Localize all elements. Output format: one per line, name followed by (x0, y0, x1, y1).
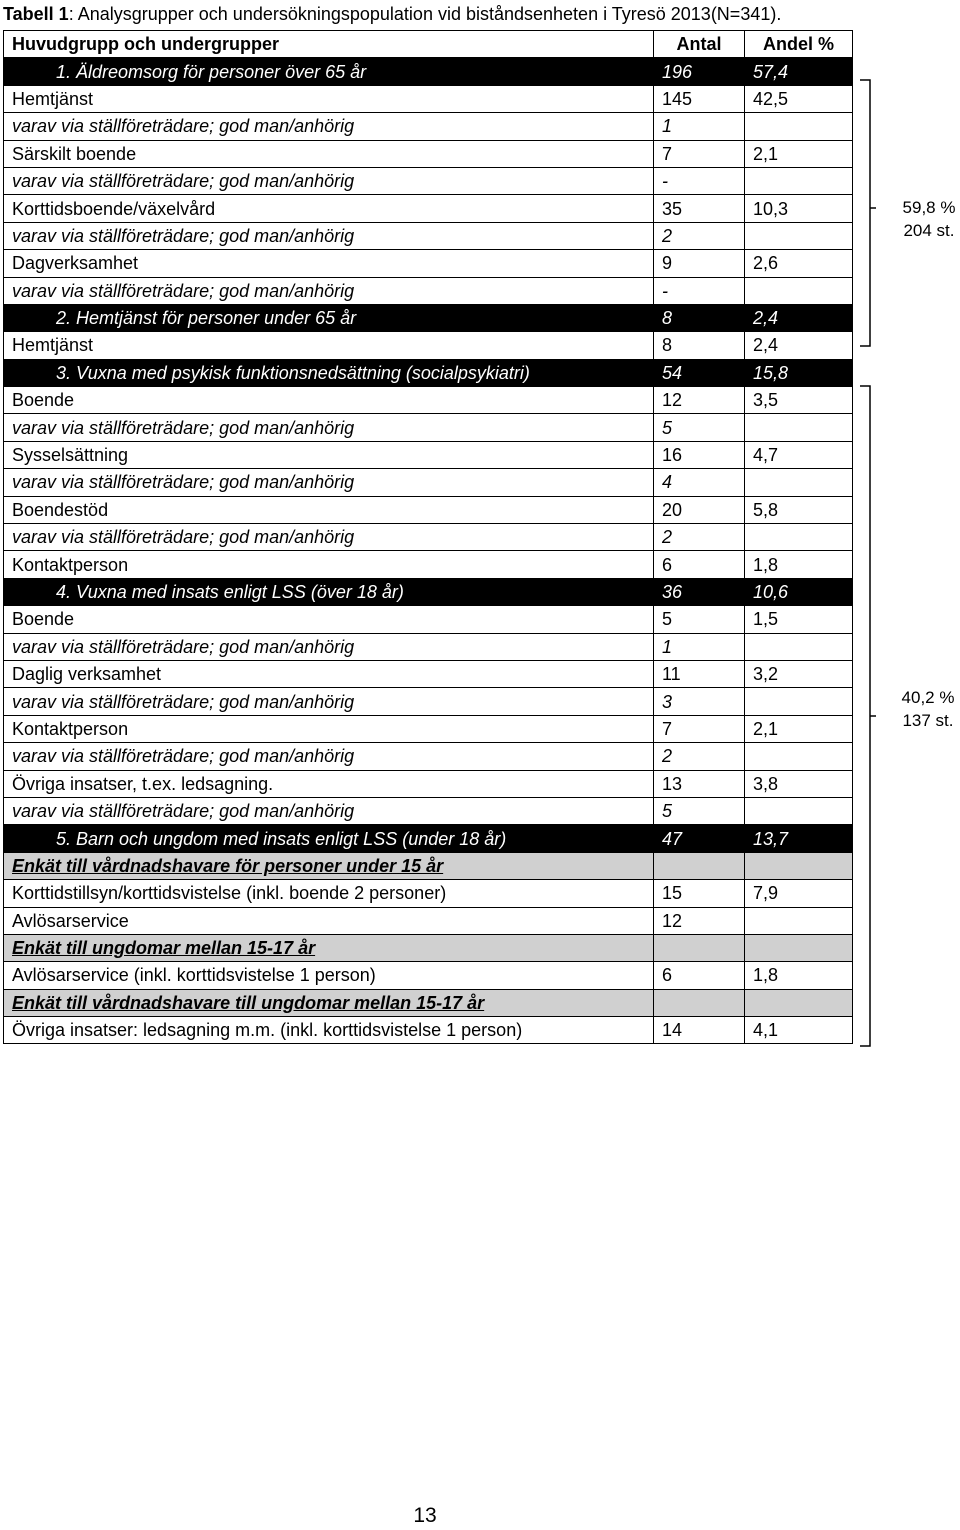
table-row (4, 250, 853, 277)
row-andel: 2,1 (745, 715, 853, 742)
row-andel (745, 414, 853, 441)
row-antal: 7 (654, 715, 745, 742)
row-andel: 15,8 (745, 359, 853, 386)
table-row (4, 633, 853, 660)
row-andel (745, 222, 853, 249)
row-andel: 3,8 (745, 770, 853, 797)
row-antal: 20 (654, 496, 745, 523)
header-antal: Antal (654, 31, 745, 58)
row-antal: 12 (654, 907, 745, 934)
row-label: Kontaktperson (4, 715, 654, 742)
row-antal (654, 989, 745, 1016)
table-row (4, 880, 853, 907)
row-antal: 8 (654, 332, 745, 359)
table-row (4, 222, 853, 249)
row-label: varav via ställföreträdare; god man/anhörig (4, 633, 654, 660)
row-antal: 2 (654, 743, 745, 770)
row-antal: 15 (654, 880, 745, 907)
row-label: varav via ställföreträdare; god man/anhörig (4, 797, 654, 824)
table-row (4, 332, 853, 359)
caption-prefix: Tabell 1 (3, 4, 69, 24)
row-antal: 8 (654, 304, 745, 331)
row-andel: 4,7 (745, 441, 853, 468)
table-row (4, 606, 853, 633)
table-row (4, 524, 853, 551)
table-row (4, 496, 853, 523)
group-row (4, 359, 853, 386)
row-label: Boende (4, 387, 654, 414)
row-andel (745, 934, 853, 961)
row-andel: 10,6 (745, 578, 853, 605)
row-andel: 42,5 (745, 85, 853, 112)
row-antal: 11 (654, 660, 745, 687)
row-label: Särskilt boende (4, 140, 654, 167)
page-number: 13 (413, 1504, 437, 1527)
summary-1-percent: 59,8 % (902, 198, 956, 217)
row-antal: 35 (654, 195, 745, 222)
caption-text: : Analysgrupper och undersökningspopulation vid biståndsenheten i Tyresö 2013(N=341). (68, 4, 782, 24)
row-andel (745, 524, 853, 551)
row-label: Hemtjänst (4, 85, 654, 112)
row-label: Enkät till vårdnadshavare för personer under 15 år (4, 852, 654, 879)
row-label: Enkät till ungdomar mellan 15-17 år (4, 934, 654, 961)
row-antal: 1 (654, 633, 745, 660)
row-antal: 3 (654, 688, 745, 715)
table-row (4, 551, 853, 578)
table-row (4, 140, 853, 167)
row-antal: 4 (654, 469, 745, 496)
table-row (4, 441, 853, 468)
survey-header-row (4, 934, 853, 961)
table-row (4, 797, 853, 824)
survey-header-row (4, 989, 853, 1016)
table-row (4, 743, 853, 770)
row-label: varav via ställföreträdare; god man/anhörig (4, 414, 654, 441)
row-antal: 1 (654, 113, 745, 140)
summary-group-3-5 (896, 686, 960, 732)
bracket-group-1-2 (858, 78, 878, 350)
table-row (4, 113, 853, 140)
table-row (4, 469, 853, 496)
row-antal: 16 (654, 441, 745, 468)
row-label: Boendestöd (4, 496, 654, 523)
row-label: Dagverksamhet (4, 250, 654, 277)
row-antal: - (654, 167, 745, 194)
row-label: varav via ställföreträdare; god man/anhörig (4, 469, 654, 496)
row-label: varav via ställföreträdare; god man/anhörig (4, 277, 654, 304)
group-row (4, 578, 853, 605)
row-andel: 3,2 (745, 660, 853, 687)
header-group-label: Huvudgrupp och undergrupper (4, 31, 654, 58)
row-andel: 57,4 (745, 58, 853, 85)
row-andel: 2,1 (745, 140, 853, 167)
row-label: Övriga insatser, t.ex. ledsagning. (4, 770, 654, 797)
summary-2-percent: 40,2 % (901, 688, 955, 707)
row-andel: 13,7 (745, 825, 853, 852)
table-row (4, 1017, 853, 1044)
row-label: Avlösarservice (inkl. korttidsvistelse 1 person) (4, 962, 654, 989)
row-andel: 2,4 (745, 332, 853, 359)
row-label: 2. Hemtjänst för personer under 65 år (4, 304, 654, 331)
row-andel (745, 688, 853, 715)
row-andel (745, 743, 853, 770)
row-antal: 5 (654, 414, 745, 441)
row-andel: 1,5 (745, 606, 853, 633)
row-label: Övriga insatser: ledsagning m.m. (inkl. korttidsvistelse 1 person) (4, 1017, 654, 1044)
row-label: Korttidstillsyn/korttidsvistelse (inkl. boende 2 personer) (4, 880, 654, 907)
row-antal: 6 (654, 962, 745, 989)
row-andel (745, 277, 853, 304)
row-andel: 1,8 (745, 551, 853, 578)
row-antal: 12 (654, 387, 745, 414)
table-row (4, 195, 853, 222)
summary-2-count: 137 st. (902, 711, 954, 730)
row-andel (745, 167, 853, 194)
table-row (4, 414, 853, 441)
row-antal: 6 (654, 551, 745, 578)
table-row (4, 85, 853, 112)
group-row (4, 304, 853, 331)
row-label: varav via ställföreträdare; god man/anhörig (4, 113, 654, 140)
row-andel: 1,8 (745, 962, 853, 989)
group-row (4, 58, 853, 85)
row-label: 4. Vuxna med insats enligt LSS (över 18 år) (4, 578, 654, 605)
row-label: Sysselsättning (4, 441, 654, 468)
row-label: varav via ställföreträdare; god man/anhörig (4, 743, 654, 770)
group-row (4, 825, 853, 852)
row-label: 5. Barn och ungdom med insats enligt LSS (under 18 år) (4, 825, 654, 852)
table-row (4, 387, 853, 414)
row-antal: 14 (654, 1017, 745, 1044)
row-andel: 3,5 (745, 387, 853, 414)
row-label: Kontaktperson (4, 551, 654, 578)
row-antal: 5 (654, 797, 745, 824)
table-caption (3, 0, 953, 28)
row-andel (745, 989, 853, 1016)
row-andel: 2,6 (745, 250, 853, 277)
summary-1-count: 204 st. (903, 221, 955, 240)
bracket-group-3-5 (858, 384, 878, 1050)
table-row (4, 660, 853, 687)
row-label: varav via ställföreträdare; god man/anhörig (4, 688, 654, 715)
row-andel (745, 907, 853, 934)
analysis-groups-table (3, 30, 853, 1044)
row-antal (654, 934, 745, 961)
row-label: Daglig verksamhet (4, 660, 654, 687)
survey-header-row (4, 852, 853, 879)
table-header-row (4, 31, 853, 58)
row-antal: 2 (654, 222, 745, 249)
table-row (4, 962, 853, 989)
row-label: 1. Äldreomsorg för personer över 65 år (4, 58, 654, 85)
row-label: Avlösarservice (4, 907, 654, 934)
row-andel: 5,8 (745, 496, 853, 523)
table-row (4, 167, 853, 194)
row-label: Korttidsboende/växelvård (4, 195, 654, 222)
row-antal: 36 (654, 578, 745, 605)
row-label: varav via ställföreträdare; god man/anhörig (4, 167, 654, 194)
table-row (4, 688, 853, 715)
table-row (4, 715, 853, 742)
row-andel (745, 469, 853, 496)
row-antal: 2 (654, 524, 745, 551)
row-antal: 9 (654, 250, 745, 277)
row-antal: 5 (654, 606, 745, 633)
row-antal (654, 852, 745, 879)
row-andel: 10,3 (745, 195, 853, 222)
row-antal: 196 (654, 58, 745, 85)
row-label: varav via ställföreträdare; god man/anhörig (4, 222, 654, 249)
row-andel (745, 633, 853, 660)
row-andel: 4,1 (745, 1017, 853, 1044)
header-andel: Andel % (745, 31, 853, 58)
summary-group-1-2 (898, 196, 960, 242)
row-andel (745, 113, 853, 140)
row-andel (745, 852, 853, 879)
row-andel: 2,4 (745, 304, 853, 331)
row-label: varav via ställföreträdare; god man/anhörig (4, 524, 654, 551)
row-antal: 145 (654, 85, 745, 112)
row-antal: 13 (654, 770, 745, 797)
table-row (4, 277, 853, 304)
table-row (4, 907, 853, 934)
row-antal: 47 (654, 825, 745, 852)
row-antal: 54 (654, 359, 745, 386)
row-andel: 7,9 (745, 880, 853, 907)
row-label: Hemtjänst (4, 332, 654, 359)
row-label: Boende (4, 606, 654, 633)
row-label: Enkät till vårdnadshavare till ungdomar mellan 15-17 år (4, 989, 654, 1016)
row-antal: 7 (654, 140, 745, 167)
table-row (4, 770, 853, 797)
row-label: 3. Vuxna med psykisk funktionsnedsättning (socialpsykiatri) (4, 359, 654, 386)
row-andel (745, 797, 853, 824)
row-antal: - (654, 277, 745, 304)
